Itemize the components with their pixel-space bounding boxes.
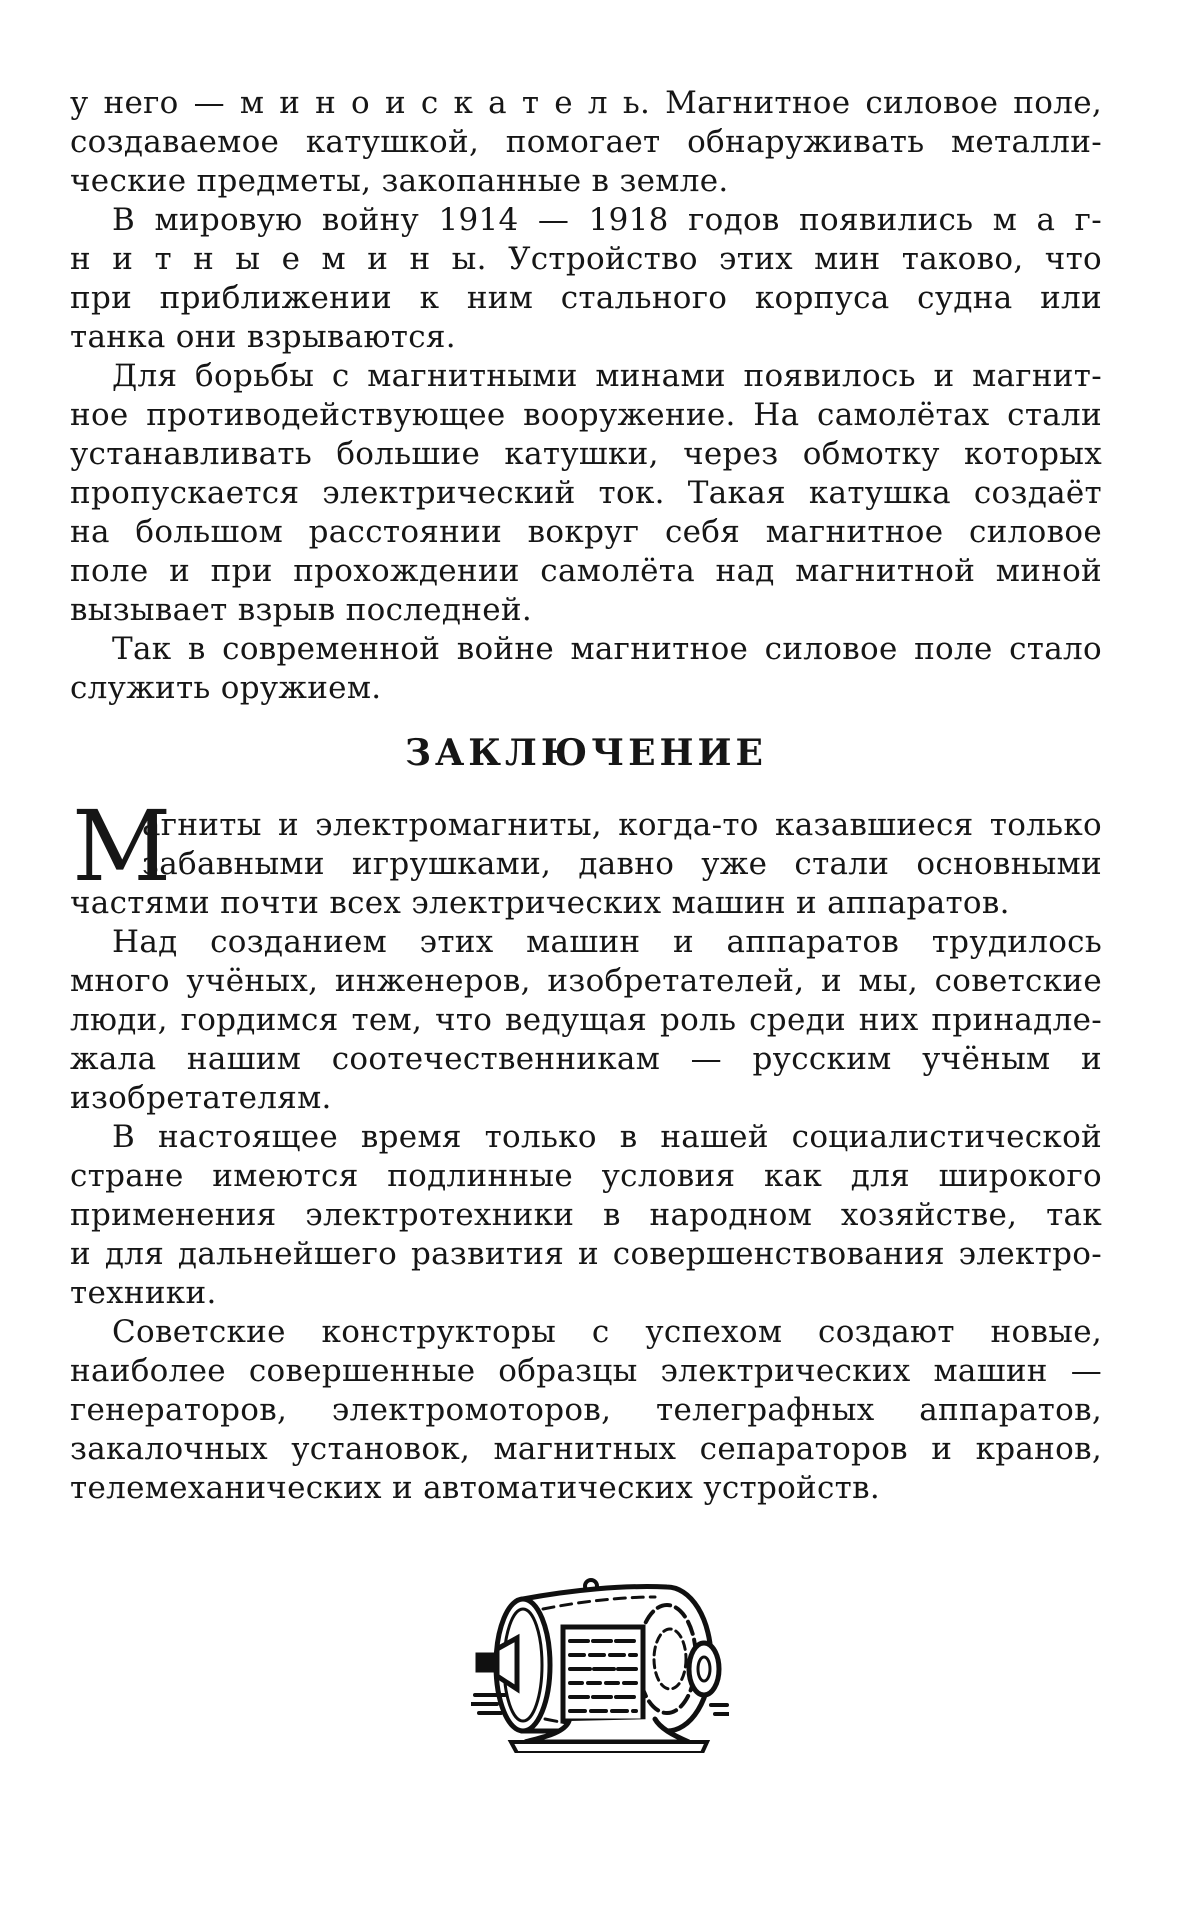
paragraph bbox=[70, 630, 1102, 708]
text-line: генераторов, электромоторов, телеграфных аппаратов, bbox=[70, 1392, 1102, 1428]
text-line: наиболее совершенные образцы электрических машин — bbox=[70, 1353, 1102, 1389]
paragraph bbox=[70, 84, 1102, 201]
text-line: частями почти всех электрических машин и аппаратов. bbox=[70, 885, 1010, 921]
text-line: у него — м и н о и с к а т е л ь. Магнитное силовое поле, bbox=[70, 85, 1102, 121]
text-line: Над созданием этих машин и аппаратов трудилось bbox=[112, 924, 1102, 960]
text-line: вызывает взрыв последней. bbox=[70, 592, 533, 628]
text-line: поле и при прохождении самолёта над магнитной миной bbox=[70, 553, 1102, 589]
text-line: В настоящее время только в нашей социалистической bbox=[112, 1119, 1102, 1155]
text-column bbox=[70, 84, 1102, 1508]
text-line: ное противодействующее вооружение. На самолётах стали bbox=[70, 397, 1102, 433]
paragraph bbox=[70, 923, 1102, 1118]
text-line: забавными игрушками, давно уже стали основными bbox=[142, 846, 1102, 882]
text-line: В мировую войну 1914 — 1918 годов появились м а г- bbox=[112, 202, 1102, 238]
electric-motor-illustration bbox=[471, 1577, 729, 1753]
text-line: закалочных установок, магнитных сепараторов и кранов, bbox=[70, 1431, 1102, 1467]
text-line: применения электротехники в народном хозяйстве, так bbox=[70, 1197, 1102, 1233]
paragraph bbox=[70, 357, 1102, 630]
text-line: техники. bbox=[70, 1275, 217, 1311]
paragraph-with-dropcap bbox=[70, 790, 1102, 923]
text-line: танка они взрываются. bbox=[70, 319, 456, 355]
drop-cap-letter: М bbox=[72, 790, 172, 903]
text-line: на большом расстоянии вокруг себя магнитное силовое bbox=[70, 514, 1102, 550]
paragraph bbox=[70, 1313, 1102, 1508]
text-line: стране имеются подлинные условия как для широкого bbox=[70, 1158, 1102, 1194]
text-line: устанавливать большие катушки, через обмотку которых bbox=[70, 436, 1102, 472]
text-line: при приближении к ним стального корпуса судна или bbox=[70, 280, 1102, 316]
text-line: н и т н ы е м и н ы. Устройство этих мин таково, что bbox=[70, 241, 1102, 277]
electric-motor-engraving bbox=[471, 1577, 729, 1753]
paragraph bbox=[70, 201, 1102, 357]
text-line: и для дальнейшего развития и совершенствования электро- bbox=[70, 1236, 1102, 1272]
text-line: создаваемое катушкой, помогает обнаруживать металли- bbox=[70, 124, 1102, 160]
text-line: служить оружием. bbox=[70, 670, 382, 706]
paragraph bbox=[70, 1118, 1102, 1313]
text-line: изобретателям. bbox=[70, 1080, 332, 1116]
text-line: Советские конструкторы с успехом создают новые, bbox=[112, 1314, 1102, 1350]
text-line: жала нашим соотечественникам — русским учёным и bbox=[70, 1041, 1102, 1077]
text-line: агниты и электромагниты, когда-то казавшиеся только bbox=[142, 807, 1102, 843]
text-line: люди, гордимся тем, что ведущая роль среди них принадле- bbox=[70, 1002, 1102, 1038]
text-line: телемеханических и автоматических устройств. bbox=[70, 1470, 881, 1506]
text-line: ческие предметы, закопанные в земле. bbox=[70, 163, 729, 199]
section-heading: ЗАКЛЮЧЕНИЕ bbox=[405, 732, 767, 774]
text-line: Для борьбы с магнитными минами появилось и магнит- bbox=[112, 358, 1102, 394]
text-line: Так в современной войне магнитное силовое поле стало bbox=[112, 631, 1102, 667]
text-line: много учёных, инженеров, изобретателей, и мы, советские bbox=[70, 963, 1102, 999]
text-line: пропускается электрический ток. Такая катушка создаёт bbox=[70, 475, 1102, 511]
